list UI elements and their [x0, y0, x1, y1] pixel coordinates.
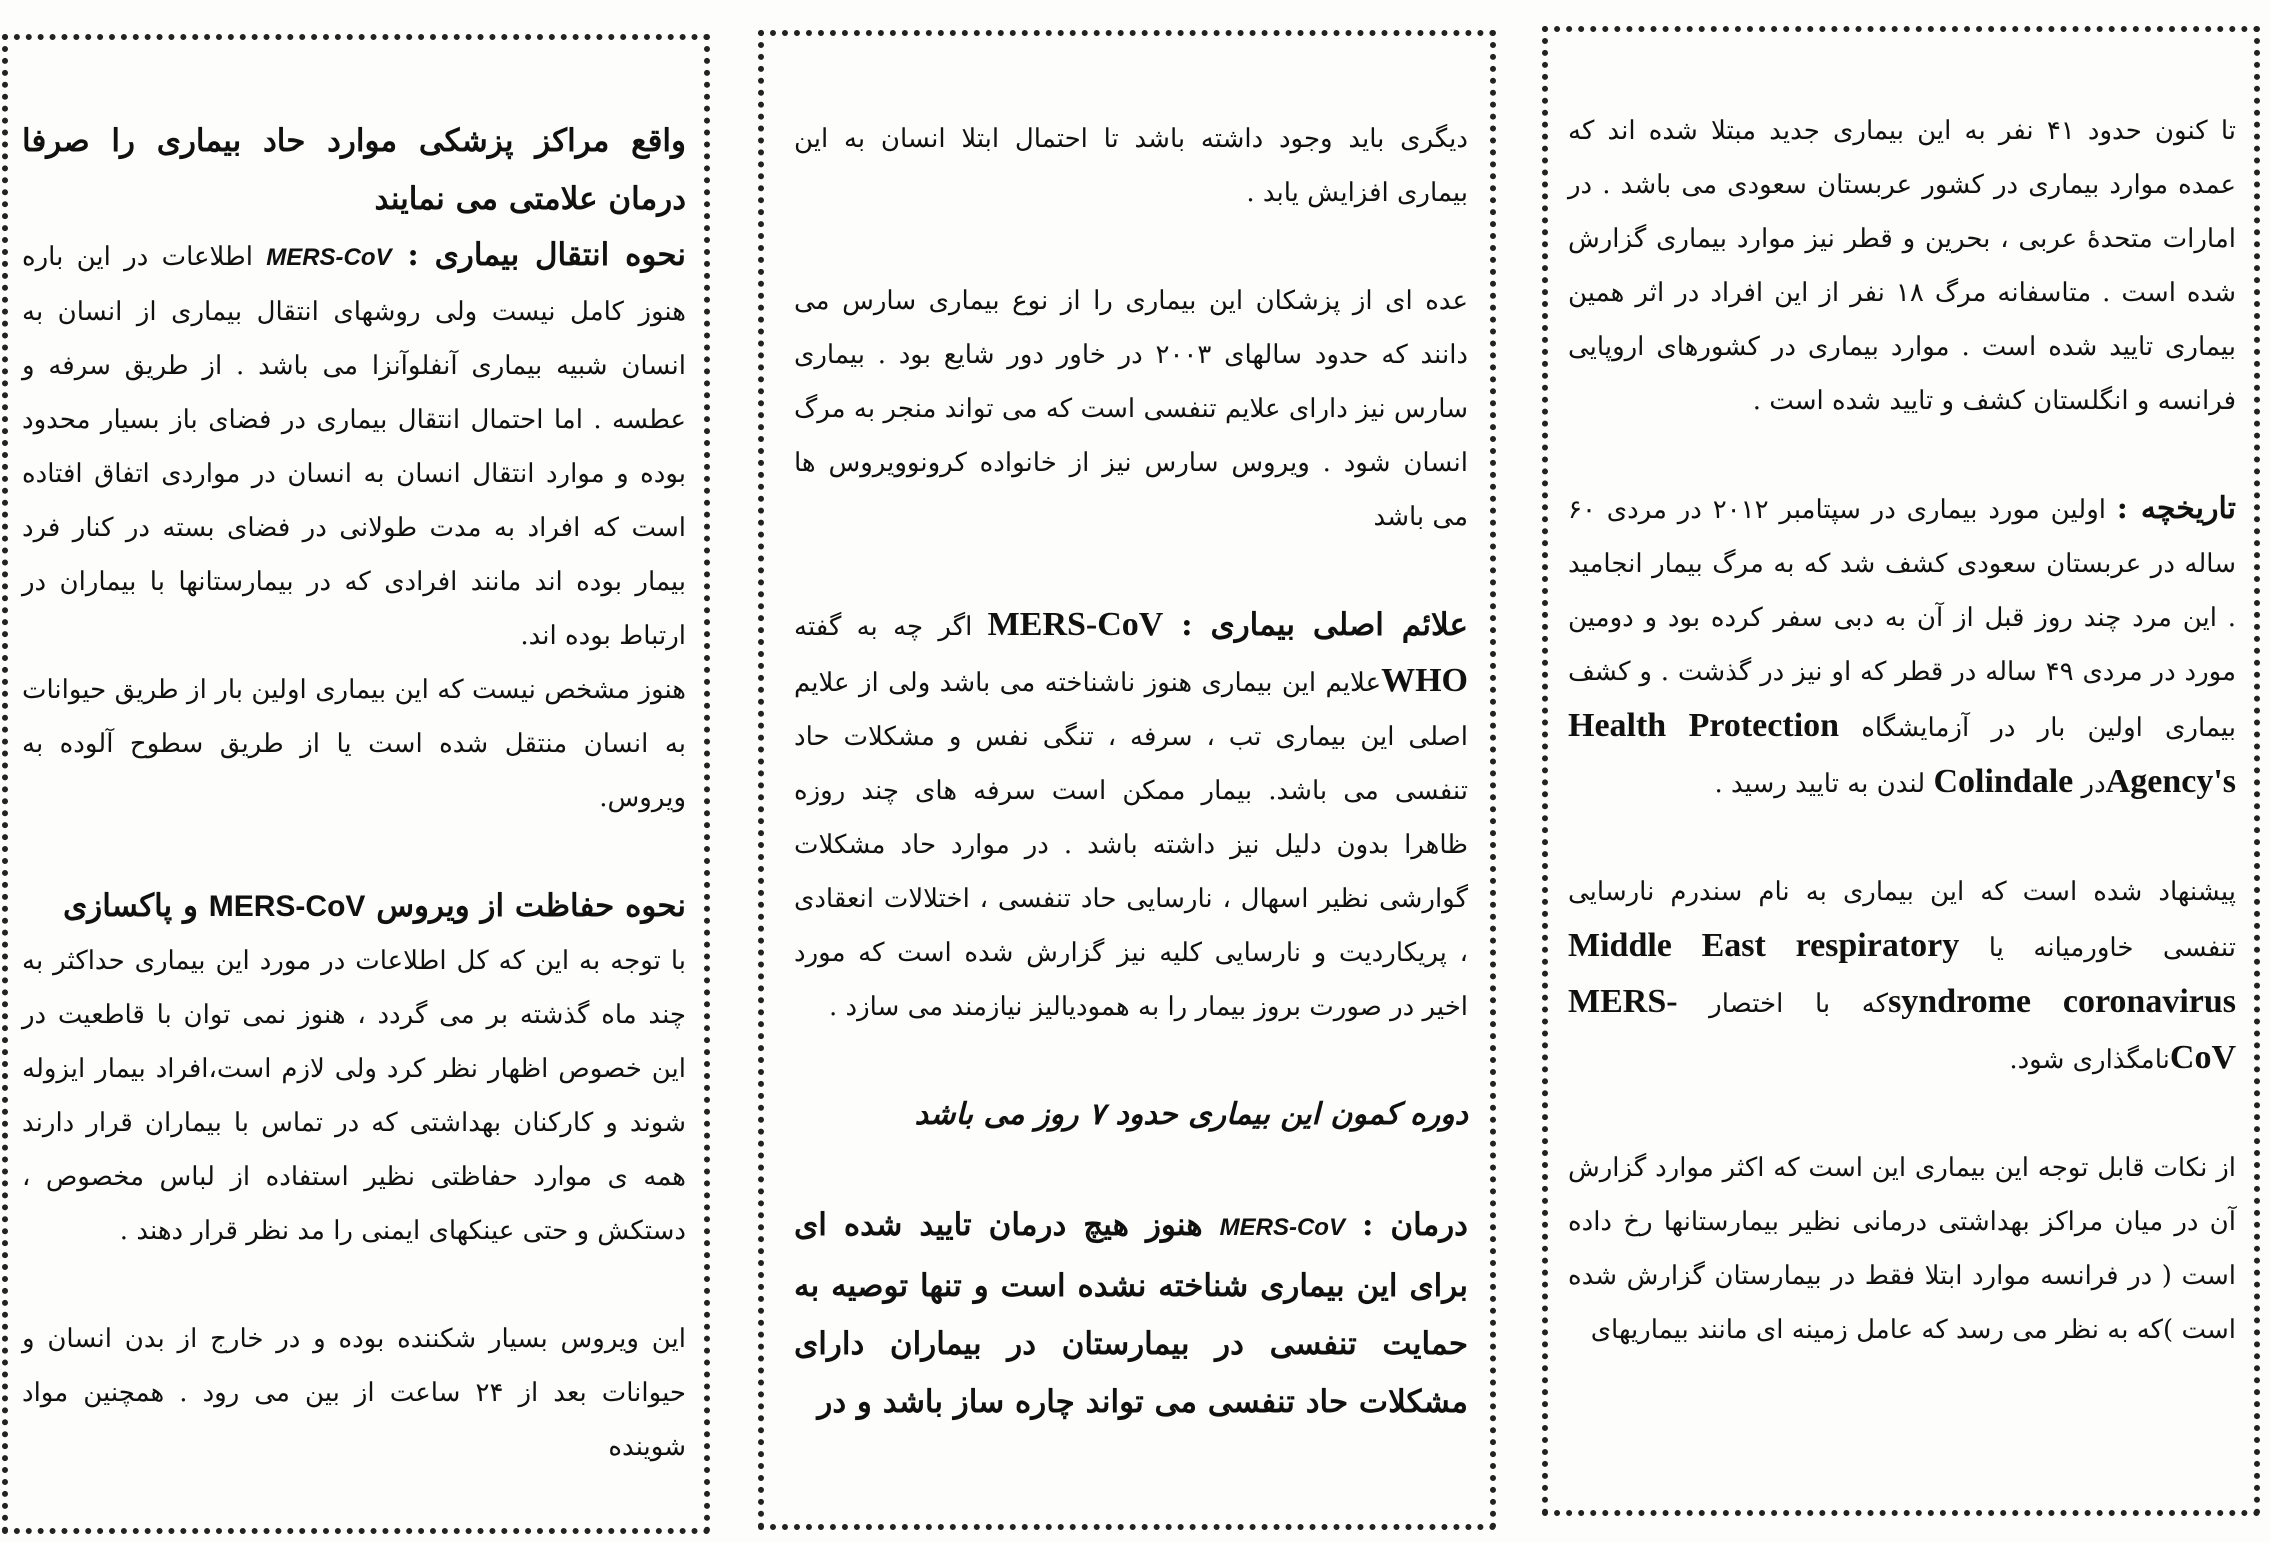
hospital-paragraph: از نکات قابل توجه این بیماری این است که اکثر موارد گزارش آن در میان مراکز بهداشتی درمانی نظیر بیمارستانها رخ داده است ( در فرانسه موارد ابتلا فقط در بیمارستان گزارش شده است )که به نظر می رسد که عامل زمینه ای مانند بیماریهای [1568, 1153, 2236, 1345]
naming-text-3: نامگذاری شود. [2009, 1045, 2170, 1075]
incubation-line: دوره کمون این بیماری حدود ۷ روز می باشد [914, 1097, 1468, 1132]
protection-heading [22, 879, 686, 934]
history-text-3: لندن به تایید رسید . [1714, 769, 1934, 799]
transmission-heading: نحوه انتقال بیماری : [391, 237, 686, 273]
symptoms-text-2: علایم این بیماری هنوز ناشناخته می باشد ولی از علایم اصلی این بیماری تب ، سرفه ، تنگی نفس و مشکلات حاد تنفسی می باشد. بیمار ممکن است سرفه های چند روزه ظاهرا بدون دلیل نیز داشته باشد . در موارد حاد مشکلات گوارشی نظیر اسهال ، نارسایی حاد تنفسی ، اختلالات انعقادی ، پریکاردیت و نارسایی کلیه نیز گزارش شده است که مورد اخیر در صورت بروز بیمار را به همودیالیز نیازمند می سازد . [794, 668, 1468, 1022]
panel-left [2, 34, 710, 1534]
symptomatic-paragraph: واقع مراکز پزشکی موارد حاد بیماری را صرفا درمان علامتی می نمایند [22, 123, 686, 217]
transmission-text: اطلاعات در این باره هنوز کامل نیست ولی روشهای انتقال بیماری از انسان به انسان شبیه بیماری آنفلوآنزا می باشد . از طریق سرفه و عطسه . اما احتمال انتقال بیماری در فضای باز بسیار محدود بوده و موارد انتقال انسان به انسان در مواردی اتفاق افتاده است که افراد به مدت طولانی در فضای بسته در کنار فرد بیمار بوده اند مانند افرادی که در بیمارستانها با بیماران در ارتباط بوده اند. [22, 242, 686, 651]
treatment-label: درمان : [1344, 1207, 1468, 1243]
transmission-paragraph [22, 228, 686, 663]
naming-paragraph [1568, 865, 2236, 1087]
naming-text-2: که با اختصار [1677, 989, 1889, 1019]
history-text-2: در [2073, 769, 2106, 799]
symptoms-heading: علائم اصلی بیماری : [1163, 607, 1468, 643]
symptoms-mers: MERS-CoV [987, 606, 1164, 643]
fragility-paragraph: این ویروس بسیار شکننده بوده و در خارج از بدن انسان و حیوانات بعد از ۲۴ ساعت از بین می رود . همچنین مواد شوینده [22, 1324, 686, 1462]
protection-mers: MERS-CoV [208, 890, 366, 923]
treatment-paragraph [794, 1196, 1468, 1431]
naming-text: پیشنهاد شده است که این بیماری به نام سندرم نارسایی تنفسی خاورمیانه یا [1568, 877, 2236, 963]
treatment-text: هنوز هیچ درمان تایید شده ای برای این بیماری شناخته نشده است و تنها توصیه به حمایت تنفسی در بیمارستان در بیماران دارای مشکلات حاد تنفسی می تواند چاره ساز باشد و در [794, 1207, 1468, 1420]
mers-acronym: MERS-CoV [1568, 983, 2236, 1076]
history-text: اولین مورد بیماری در سپتامبر ۲۰۱۲ در مردی ۶۰ ساله در عربستان سعودی کشف شد که به مرگ بیمار انجامید . این مرد چند روز قبل از آن به دبی سفر کرده بود و دومین مورد در مردی ۴۹ ساله در قطر که او نیز در گذشت . و کشف بیماری اولین بار در آزمایشگاه [1568, 495, 2237, 743]
panel-right [1542, 26, 2260, 1516]
panel-middle [758, 30, 1496, 1530]
intro-paragraph: تا کنون حدود ۴۱ نفر به این بیماری جدید مبتلا شده اند که عمده موارد بیماری در کشور عربستان سعودی می باشد . در امارات متحدهٔ عربی ، بحرین و قطر نیز موارد بیماری گزارش شده است . متاسفانه مرگ ۱۸ نفر از این افراد در اثر همین بیماری تایید شده است . موارد بیماری در کشورهای اروپایی فرانسه و انگلستان کشف و تایید شده است . [1568, 116, 2237, 416]
protection-heading-b: و پاکسازی [63, 888, 209, 924]
protection-heading-a: نحوه حفاظت از ویروس [365, 888, 686, 924]
protection-paragraph: با توجه به این که کل اطلاعات در مورد این بیماری حداکثر به چند ماه گذشته بر می گردد ، هنوز نمی توان با قاطعیت در این خصوص اظهار نظر کرد ولی لازم است،افراد بیمار ایزوله شوند و کارکنان بهداشتی که در تماس با بیماران قرار دارند همه ی موارد حفاظتی نظیر استفاده از لباس مخصوص ، دستکش و حتی عینکهای ایمنی را مد نظر قرار دهند . [22, 946, 686, 1246]
animal-origin-paragraph: هنوز مشخص نیست که این بیماری اولین بار از طریق حیوانات به انسان منتقل شده است یا از طریق سطوح آلوده به ویروس. [22, 675, 686, 813]
transmission-mers: MERS-CoV [266, 244, 392, 271]
colindale-name: Colindale [1933, 763, 2074, 800]
symptoms-text: اگر چه به گفته [794, 612, 988, 642]
who-label: WHO [1381, 662, 1468, 699]
sars-paragraph: عده ای از پزشکان این بیماری را از نوع بیماری سارس می دانند که حدود سالهای ۲۰۰۳ در خاور دور شایع بود . بیماری سارس نیز دارای علایم تنفسی است که می تواند منجر به مرگ انسان شود . ویروس سارس نیز از خانواده کرونوویروس ها می باشد [794, 286, 1468, 532]
mers-full-name: Middle East respiratory syndrome coronavirus [1568, 927, 2237, 1020]
symptoms-paragraph [794, 598, 1468, 1034]
history-label: تاریخچه : [2116, 491, 2236, 526]
hpa-name: Health Protection Agency's [1568, 707, 2236, 800]
continuation-paragraph: دیگری باید وجود داشته باشد تا احتمال ابتلا انسان به این بیماری افزایش یابد . [794, 124, 1468, 208]
history-paragraph [1568, 482, 2236, 811]
treatment-mers: MERS-CoV [1219, 1214, 1345, 1241]
